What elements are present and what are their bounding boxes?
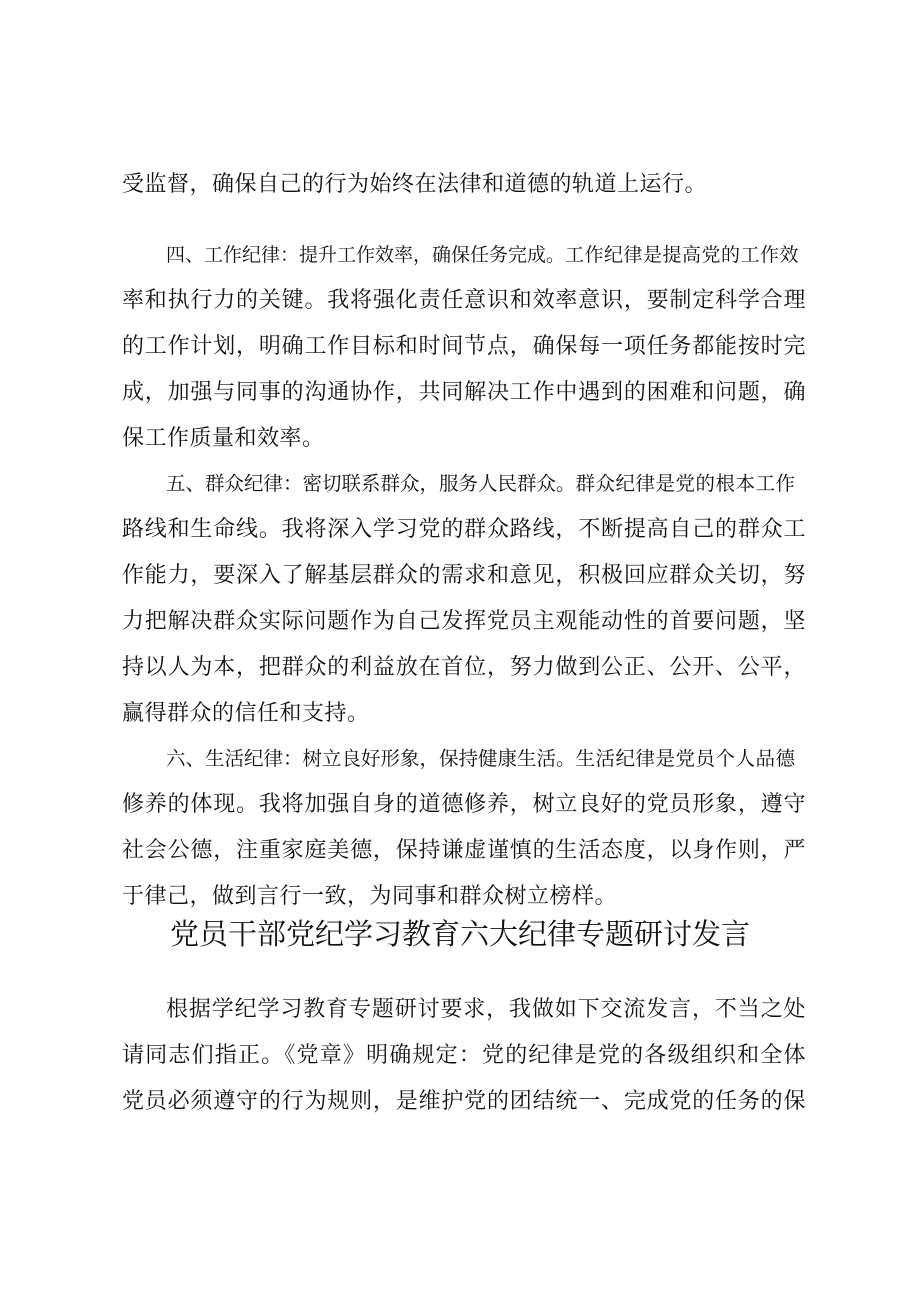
section-heading: 六、生活纪律：树立良好形象，保持健康生活。 [166, 747, 576, 770]
paragraph-line: 请同志们指正。《党章》明确规定：党的纪律是党的各级组织和全体 [122, 1043, 806, 1068]
paragraph-line: 于律己，做到言行一致，为同事和群众树立榜样。 [122, 884, 618, 909]
paragraph-text: 生活纪律是党员个人品德 [575, 747, 796, 770]
section-heading: 五、群众纪律：密切联系群众，服务人民群众。 [166, 472, 576, 495]
paragraph-line: 保工作质量和效率。 [122, 426, 325, 451]
paragraph-line: 党员必须遵守的行为规则，是维护党的团结统一、完成党的任务的保 [122, 1089, 806, 1114]
paragraph-line: 成，加强与同事的沟通协作，共同解决工作中遇到的困难和问题，确 [122, 380, 806, 405]
paragraph-line: 率和执行力的关键。我将强化责任意识和效率意识，要制定科学合理 [122, 288, 806, 313]
paragraph-line: 修养的体现。我将加强自身的道德修养，树立良好的党员形象，遵守 [122, 792, 806, 817]
paragraph-line: 赢得群众的信任和支持。 [122, 701, 370, 726]
paragraph-line: 受监督，确保自己的行为始终在法律和道德的轨道上运行。 [122, 172, 708, 197]
paragraph-line: 力把解决群众实际问题作为自己发挥党员主观能动性的首要问题，坚 [122, 609, 806, 634]
paragraph-line: 根据学纪学习教育专题研讨要求，我做如下交流发言，不当之处 [166, 997, 806, 1022]
section-heading: 四、工作纪律：提升工作效率，确保任务完成。 [166, 244, 566, 266]
section-four-line [166, 240, 806, 270]
section-five-line [166, 469, 806, 499]
paragraph-line: 持以人为本，把群众的利益放在首位，努力做到公正、公开、公平， [122, 655, 806, 680]
paragraph-line: 社会公德，注重家庭美德，保持谦虚谨慎的生活态度，以身作则，严 [122, 838, 806, 863]
document-title: 党员干部党纪学习教育六大纪律专题研讨发言 [169, 917, 750, 951]
paragraph-line: 的工作计划，明确工作目标和时间节点，确保每一项任务都能按时完 [122, 334, 806, 359]
paragraph-text: 工作纪律是提高党的工作效 [565, 244, 800, 266]
paragraph-text: 群众纪律是党的根本工作 [575, 472, 796, 495]
paragraph-line: 作能力，要深入了解基层群众的需求和意见，积极回应群众关切，努 [122, 563, 806, 588]
paragraph-line: 路线和生命线。我将深入学习党的群众路线，不断提高自己的群众工 [122, 517, 806, 542]
section-six-line [166, 744, 806, 774]
